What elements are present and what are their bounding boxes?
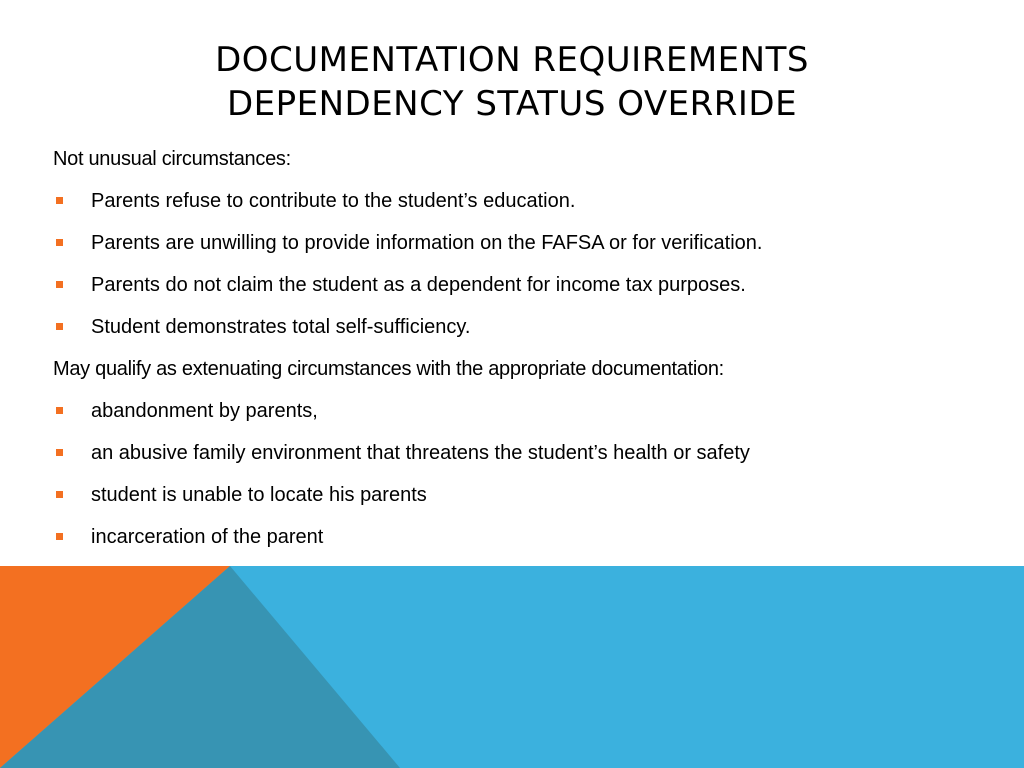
square-bullet-icon	[56, 449, 63, 456]
square-bullet-icon	[56, 197, 63, 204]
decorative-footer-graphic	[0, 566, 1024, 768]
square-bullet-icon	[56, 323, 63, 330]
bullet-text: student is unable to locate his parents	[91, 484, 427, 506]
bullet-item	[53, 312, 993, 354]
bullet-item	[53, 522, 993, 564]
bullet-text: Student demonstrates total self-sufficiency.	[91, 316, 471, 338]
bullet-text: Parents refuse to contribute to the student’s education.	[91, 190, 576, 212]
bullet-item	[53, 396, 993, 438]
bullet-item	[53, 438, 993, 480]
bullet-item	[53, 480, 993, 522]
section-heading-extenuating: May qualify as extenuating circumstances with the appropriate documentation:	[53, 358, 724, 380]
bullet-text: Parents are unwilling to provide information on the FAFSA or for verification.	[91, 232, 763, 254]
title-line-2: DEPENDENCY STATUS OVERRIDE	[226, 84, 798, 124]
slide-body	[53, 144, 993, 564]
bullet-text: incarceration of the parent	[91, 526, 324, 548]
square-bullet-icon	[56, 239, 63, 246]
bullet-text: abandonment by parents,	[91, 400, 318, 422]
square-bullet-icon	[56, 281, 63, 288]
bullet-item	[53, 186, 993, 228]
slide-title	[0, 38, 1024, 126]
bullet-item	[53, 270, 993, 312]
title-line-1: DOCUMENTATION REQUIREMENTS	[215, 40, 809, 80]
square-bullet-icon	[56, 533, 63, 540]
section-heading-not-unusual: Not unusual circumstances:	[53, 148, 291, 170]
bullet-text: an abusive family environment that threatens the student’s health or safety	[91, 442, 750, 464]
square-bullet-icon	[56, 491, 63, 498]
square-bullet-icon	[56, 407, 63, 414]
bullet-text: Parents do not claim the student as a dependent for income tax purposes.	[91, 274, 746, 296]
bullet-item	[53, 228, 993, 270]
